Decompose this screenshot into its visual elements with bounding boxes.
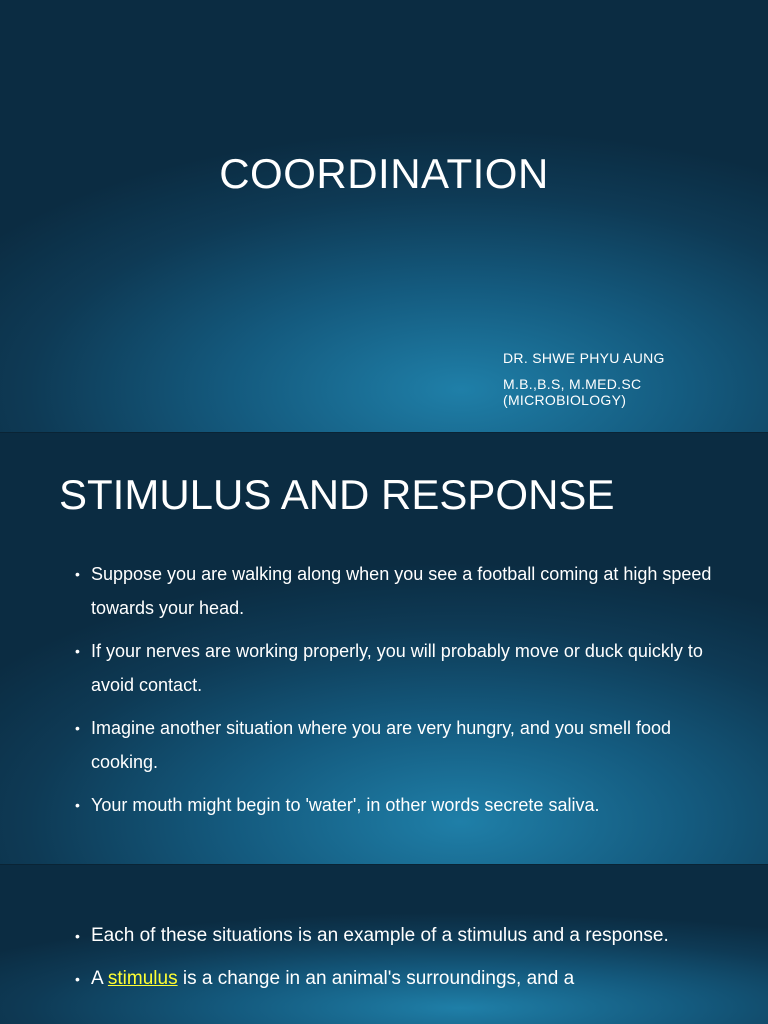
bullet-icon: • xyxy=(75,643,80,659)
bullet-text-after: is a change in an animal's surroundings, and a xyxy=(177,968,575,989)
author-degrees: M.B.,B.S, M.MED.SC (MICROBIOLOGY) xyxy=(503,376,642,408)
bullet-item xyxy=(75,557,725,625)
bullet-text-before: A xyxy=(91,968,108,989)
stimulus-response-slide xyxy=(0,433,768,865)
slide-heading: STIMULUS AND RESPONSE xyxy=(59,471,615,518)
bullet-icon: • xyxy=(75,971,80,987)
bullet-text: Each of these situations is an example of a stimulus and a response. xyxy=(91,925,669,946)
bullet-text: If your nerves are working properly, you will probably move or duck quickly to avoid contact. xyxy=(91,641,703,695)
bullet-text: Imagine another situation where you are very hungry, and you smell food cooking. xyxy=(91,718,671,772)
bullet-icon: • xyxy=(75,720,80,736)
author-name: DR. SHWE PHYU AUNG xyxy=(503,350,665,366)
bullet-icon: • xyxy=(75,566,80,582)
definition-slide xyxy=(0,865,768,1024)
bullet-item xyxy=(75,960,725,998)
bullet-text: Suppose you are walking along when you see a football coming at high speed towards your head. xyxy=(91,564,712,618)
bullet-item xyxy=(75,917,725,955)
highlighted-term[interactable]: stimulus xyxy=(107,968,178,989)
bullet-item xyxy=(75,634,725,702)
bullet-icon: • xyxy=(75,797,80,813)
bullet-item xyxy=(75,788,725,822)
bullet-item xyxy=(75,711,725,779)
presentation-title: COORDINATION xyxy=(219,150,549,197)
bullet-list xyxy=(75,917,725,1003)
bullet-icon: • xyxy=(75,928,80,944)
title-slide xyxy=(0,0,768,433)
bullet-list xyxy=(75,557,725,831)
bullet-text: Your mouth might begin to 'water', in other words secrete saliva. xyxy=(91,795,600,815)
